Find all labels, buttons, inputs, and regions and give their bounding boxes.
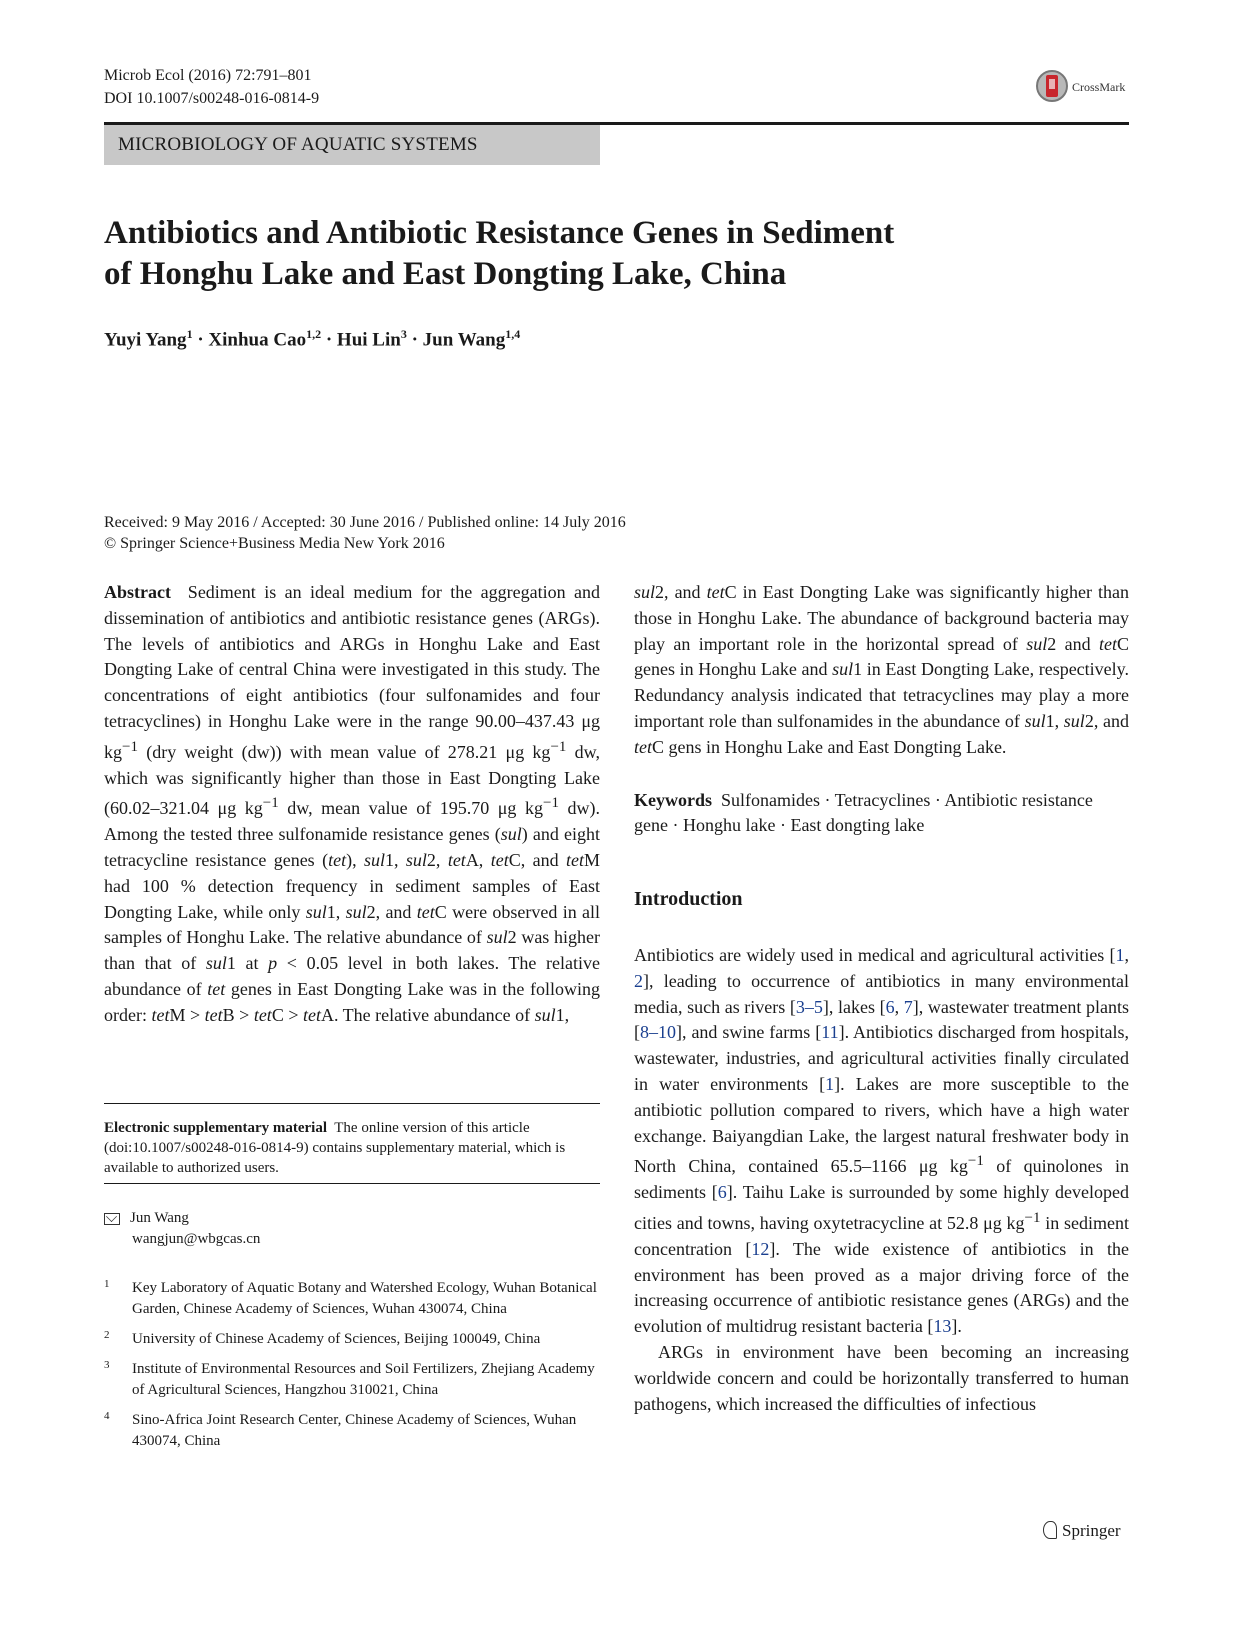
citation-link[interactable]: 13 [933,1316,952,1337]
journal-citation [104,64,319,110]
abstract-column [104,580,600,1029]
author-affiliation: 3 [400,327,407,341]
esm-bottom-rule [104,1183,600,1184]
affiliation-text: Sino-Africa Joint Research Center, Chinese Academy of Sciences, Wuhan 430074, China [132,1412,577,1449]
author-affiliation: 1,4 [505,327,521,341]
esm-label: Electronic supplementary material [104,1120,328,1136]
crossmark-badge[interactable] [1036,70,1132,106]
corresponding-author [104,1208,260,1250]
affiliation-text: Institute of Environmental Resources and Soil Fertilizers, Zhejiang Academy of Agricultural Sciences, Hangzhou 310021, China [132,1361,595,1398]
envelope-icon [104,1213,120,1225]
citation-link[interactable]: 12 [751,1238,770,1259]
author-name[interactable]: Xinhua Cao [208,329,307,351]
citation-link[interactable]: 6 [885,996,895,1017]
introduction-paragraph-2: ARGs in environment have been becoming an increasing worldwide concern and could be horizontally transferred to human pathogens, which increased the difficulties of infectious [634,1341,1129,1414]
affiliation-number: 4 [104,1410,110,1422]
citation-link[interactable]: 6 [717,1182,727,1203]
affiliation-text: Key Laboratory of Aquatic Botany and Watershed Ecology, Wuhan Botanical Garden, Chinese Academy of Sciences, Wuhan 430074, China [132,1280,597,1317]
journal-volume: Microb Ecol (2016) 72:791–801 [104,67,312,84]
springer-horse-icon [1043,1521,1057,1539]
contact-email[interactable]: wangjun@wbgcas.cn [132,1231,261,1247]
affiliation-item [104,1278,600,1320]
esm-top-rule [104,1103,600,1104]
citation-link[interactable]: 11 [821,1022,839,1043]
title-line-2: of Honghu Lake and East Dongting Lake, China [104,256,787,292]
author-separator: · [192,329,209,351]
section-label: MICROBIOLOGY OF AQUATIC SYSTEMS [104,125,600,165]
article-title [104,213,1004,295]
author-separator: · [406,329,423,351]
keywords-list: Sulfonamides · Tetracyclines · Antibiotic resistance gene · Honghu lake · East dongting lake [634,789,1093,836]
contact-name: Jun Wang [130,1210,189,1226]
right-column [634,580,1129,1417]
author-name[interactable]: Hui Lin [336,329,401,351]
citation-link[interactable]: 1 [825,1073,835,1094]
affiliation-item [104,1410,600,1452]
author-affiliation: 1,2 [306,327,322,341]
abstract-continued: sul2, and tetC in East Dongting Lake was significantly higher than those in Honghu Lake. The abundance of background bacteria may play an important role in the horizontal spread of sul2 and tetC genes in Honghu Lake and sul1 in East Dongting Lake, respectively. Redundancy analysis indicated that tetracyclines may play a more important role than sulfonamides in the abundance of sul1, sul2, and tetC gens in Honghu Lake and East Dongting Lake. [634,582,1130,757]
affiliation-item [104,1359,600,1401]
affiliation-number: 3 [104,1359,110,1371]
publication-history [104,512,626,554]
abstract-label: Abstract [104,582,171,602]
affiliation-number: 2 [104,1329,110,1341]
author-list [104,327,520,351]
citation-link[interactable]: 1 [1115,944,1125,965]
affiliations [104,1278,600,1461]
crossmark-label: CrossMark [1072,80,1126,94]
citation-link[interactable]: 7 [903,996,913,1017]
doi-line: DOI 10.1007/s00248-016-0814-9 [104,90,320,107]
author-separator: · [321,329,337,351]
copyright-line: © Springer Science+Business Media New York 2016 [104,535,445,552]
received-dates: Received: 9 May 2016 / Accepted: 30 June 2016 / Published online: 14 July 2016 [104,514,626,531]
publisher-name: Springer [1062,1521,1121,1540]
affiliation-number: 1 [104,1278,110,1290]
esm-text: The online version of this article (doi:10.1007/s00248-016-0814-9) contains supplementary material, which is available to authorized users. [104,1120,566,1176]
author-name[interactable]: Yuyi Yang [104,329,187,351]
crossmark-icon [1036,70,1068,102]
introduction-heading: Introduction [634,888,743,911]
author-name[interactable]: Jun Wang [422,329,506,351]
affiliation-text: University of Chinese Academy of Sciences, Beijing 100049, China [132,1331,541,1347]
citation-link[interactable]: 3–5 [795,996,823,1017]
springer-logo [1043,1521,1121,1541]
abstract-text: Abstract Sediment is an ideal medium for the aggregation and dissemination of antibiotics and antibiotic resistance genes (ARGs). The levels of antibiotics and ARGs in Honghu Lake and East Dongting Lake of central China were investigated in this study. The concentrations of eight antibiotics (four sulfonamides and four tetracyclines) in Honghu Lake were in the range 90.00–437.43 μg $kg^{-1}$ (dry weight (dw)) with mean value of 278.21 μg $kg^{-1}$ dw, which was significantly higher than those in East Dongting Lake (60.02–321.04 μg $kg^{-1}$ dw, mean value of 195.70 μg $kg^{-1}$ dw). Among the tested three sulfonamide resistance genes (sul) and eight tetracycline resistance genes (tet), sul1, sul2, tetA, tetC, and tetM had 100 % detection frequency in sediment samples of East Dongting Lake, while only sul1, sul2, and tetC were observed in all samples of Honghu Lake. The relative abundance of sul2 was higher than that of sul1 at p < 0.05 level in both lakes. The relative abundance of tet genes in East Dongting Lake was in the following order: tetM > tetB > tetC > tetA. The relative abundance of sul1, [104,582,601,1025]
keywords [634,788,1129,840]
supplementary-note [104,1118,600,1178]
title-line-1: Antibiotics and Antibiotic Resistance Genes in Sediment [104,215,895,251]
citation-link[interactable]: 8–10 [640,1022,676,1043]
keywords-label: Keywords [634,789,712,810]
introduction-paragraph-1: Antibiotics are widely used in medical and agricultural activities [1, 2], leading to occurrence of antibiotics in many environmental media, such as rivers [3–5], lakes [6, 7], wastewater treatment plants [8–10], and swine farms [11]. Antibiotics discharged from hospitals, wastewater, industries, and agricultural activities finally circulated in water environments [1]. Lakes are more susceptible to the antibiotic pollution compared to rivers, which have a high water exchange. Baiyangdian Lake, the largest natural freshwater body in North China, contained 65.5–1166 μg $kg^{-1}$ of quinolones in sediments [6]. Taihu Lake is surrounded by some highly developed cities and towns, having oxytetracycline at 52.8 μg $kg^{-1}$ in sediment concentration [12]. The wide existence of antibiotics in the environment has been proved as a major driving force of the increasing occurrence of antibiotic resistance genes (ARGs) and the evolution of multidrug resistant bacteria [13]. [634,944,1130,1337]
author-affiliation: 1 [186,327,193,341]
citation-link[interactable]: 2 [634,970,643,991]
affiliation-item [104,1329,600,1350]
